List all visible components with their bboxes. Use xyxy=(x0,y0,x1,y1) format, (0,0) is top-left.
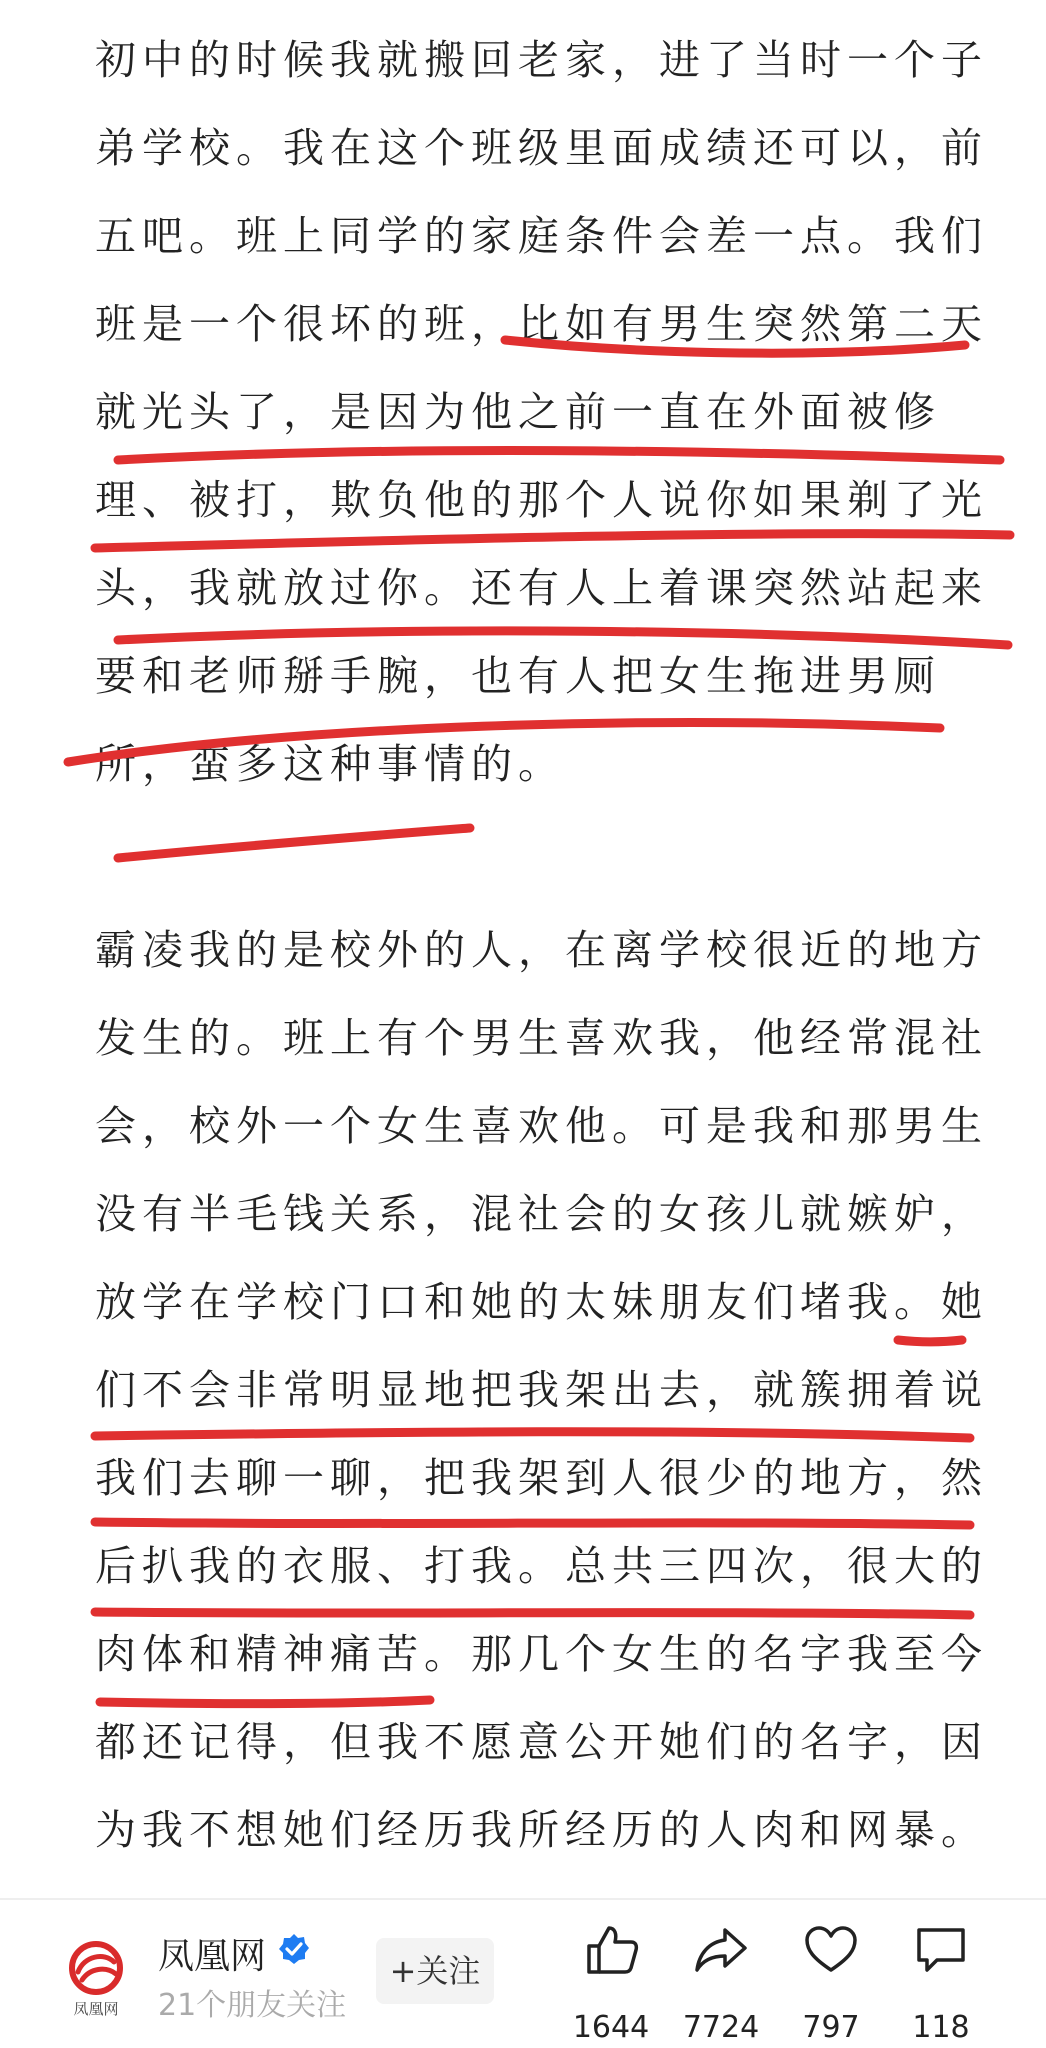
text-line: 霸凌我的是校外的人，在离学校很近的地方 xyxy=(95,926,988,974)
followers-count: 21个朋友关注 xyxy=(158,1988,347,2023)
share-count: 7724 xyxy=(682,2010,760,2045)
text-line: 都还记得，但我不愿意公开她们的名字，因 xyxy=(95,1718,988,1766)
text-line: 头，我就放过你。还有人上着课突然站起来 xyxy=(95,564,988,612)
paragraph-2 xyxy=(95,906,988,1874)
heart-icon xyxy=(803,1924,859,1976)
text-line: 发生的。班上有个男生喜欢我，他经常混社 xyxy=(95,1014,988,1062)
phoenix-logo-icon xyxy=(58,1938,134,2000)
thumbs-up-icon xyxy=(583,1924,639,1976)
text-line: 们不会非常明显地把我架出去，就簇拥着说 xyxy=(95,1366,988,1414)
logo-text: 凤凰网 xyxy=(73,2000,119,2018)
underline-mark xyxy=(118,828,470,858)
bottom-action-bar xyxy=(0,1900,1046,2048)
share-button[interactable] xyxy=(666,1924,776,2045)
text-line: 要和老师掰手腕，也有人把女生拖进男厕 xyxy=(95,652,941,700)
comment-count: 118 xyxy=(912,2010,970,2045)
text-line: 我们去聊一聊，把我架到人很少的地方，然 xyxy=(95,1454,988,1502)
paragraph-1 xyxy=(95,16,988,808)
text-line: 班是一个很坏的班，比如有男生突然第二天 xyxy=(95,300,988,348)
text-line: 初中的时候我就搬回老家，进了当时一个子 xyxy=(95,36,988,84)
favorite-button[interactable] xyxy=(776,1924,886,2045)
favorite-count: 797 xyxy=(802,2010,860,2045)
verified-badge-icon xyxy=(278,1933,310,1965)
comment-bubble-icon xyxy=(913,1924,969,1976)
source-logo[interactable] xyxy=(58,1938,134,2018)
text-line: 就光头了，是因为他之前一直在外面被修 xyxy=(95,388,941,436)
share-arrow-icon xyxy=(693,1924,749,1976)
like-count: 1644 xyxy=(572,2010,650,2045)
text-line: 会，校外一个女生喜欢他。可是我和那男生 xyxy=(95,1102,988,1150)
text-line: 没有半毛钱关系，混社会的女孩儿就嫉妒， xyxy=(95,1190,988,1238)
text-line: 肉体和精神痛苦。那几个女生的名字我至今 xyxy=(95,1630,988,1678)
comment-button[interactable] xyxy=(886,1924,996,2045)
text-line: 五吧。班上同学的家庭条件会差一点。我们 xyxy=(95,212,988,260)
source-name[interactable]: 凤凰网 xyxy=(158,1936,267,1977)
follow-button[interactable]: +关注 xyxy=(376,1938,494,2004)
text-line: 所，蛮多这种事情的。 xyxy=(95,740,565,788)
text-line: 为我不想她们经历我所经历的人肉和网暴。 xyxy=(95,1806,988,1854)
text-line: 理、被打，欺负他的那个人说你如果剃了光 xyxy=(95,476,988,524)
text-line: 放学在学校门口和她的太妹朋友们堵我。她 xyxy=(95,1278,988,1326)
text-line: 弟学校。我在这个班级里面成绩还可以，前 xyxy=(95,124,988,172)
like-button[interactable] xyxy=(556,1924,666,2045)
text-line: 后扒我的衣服、打我。总共三四次，很大的 xyxy=(95,1542,988,1590)
